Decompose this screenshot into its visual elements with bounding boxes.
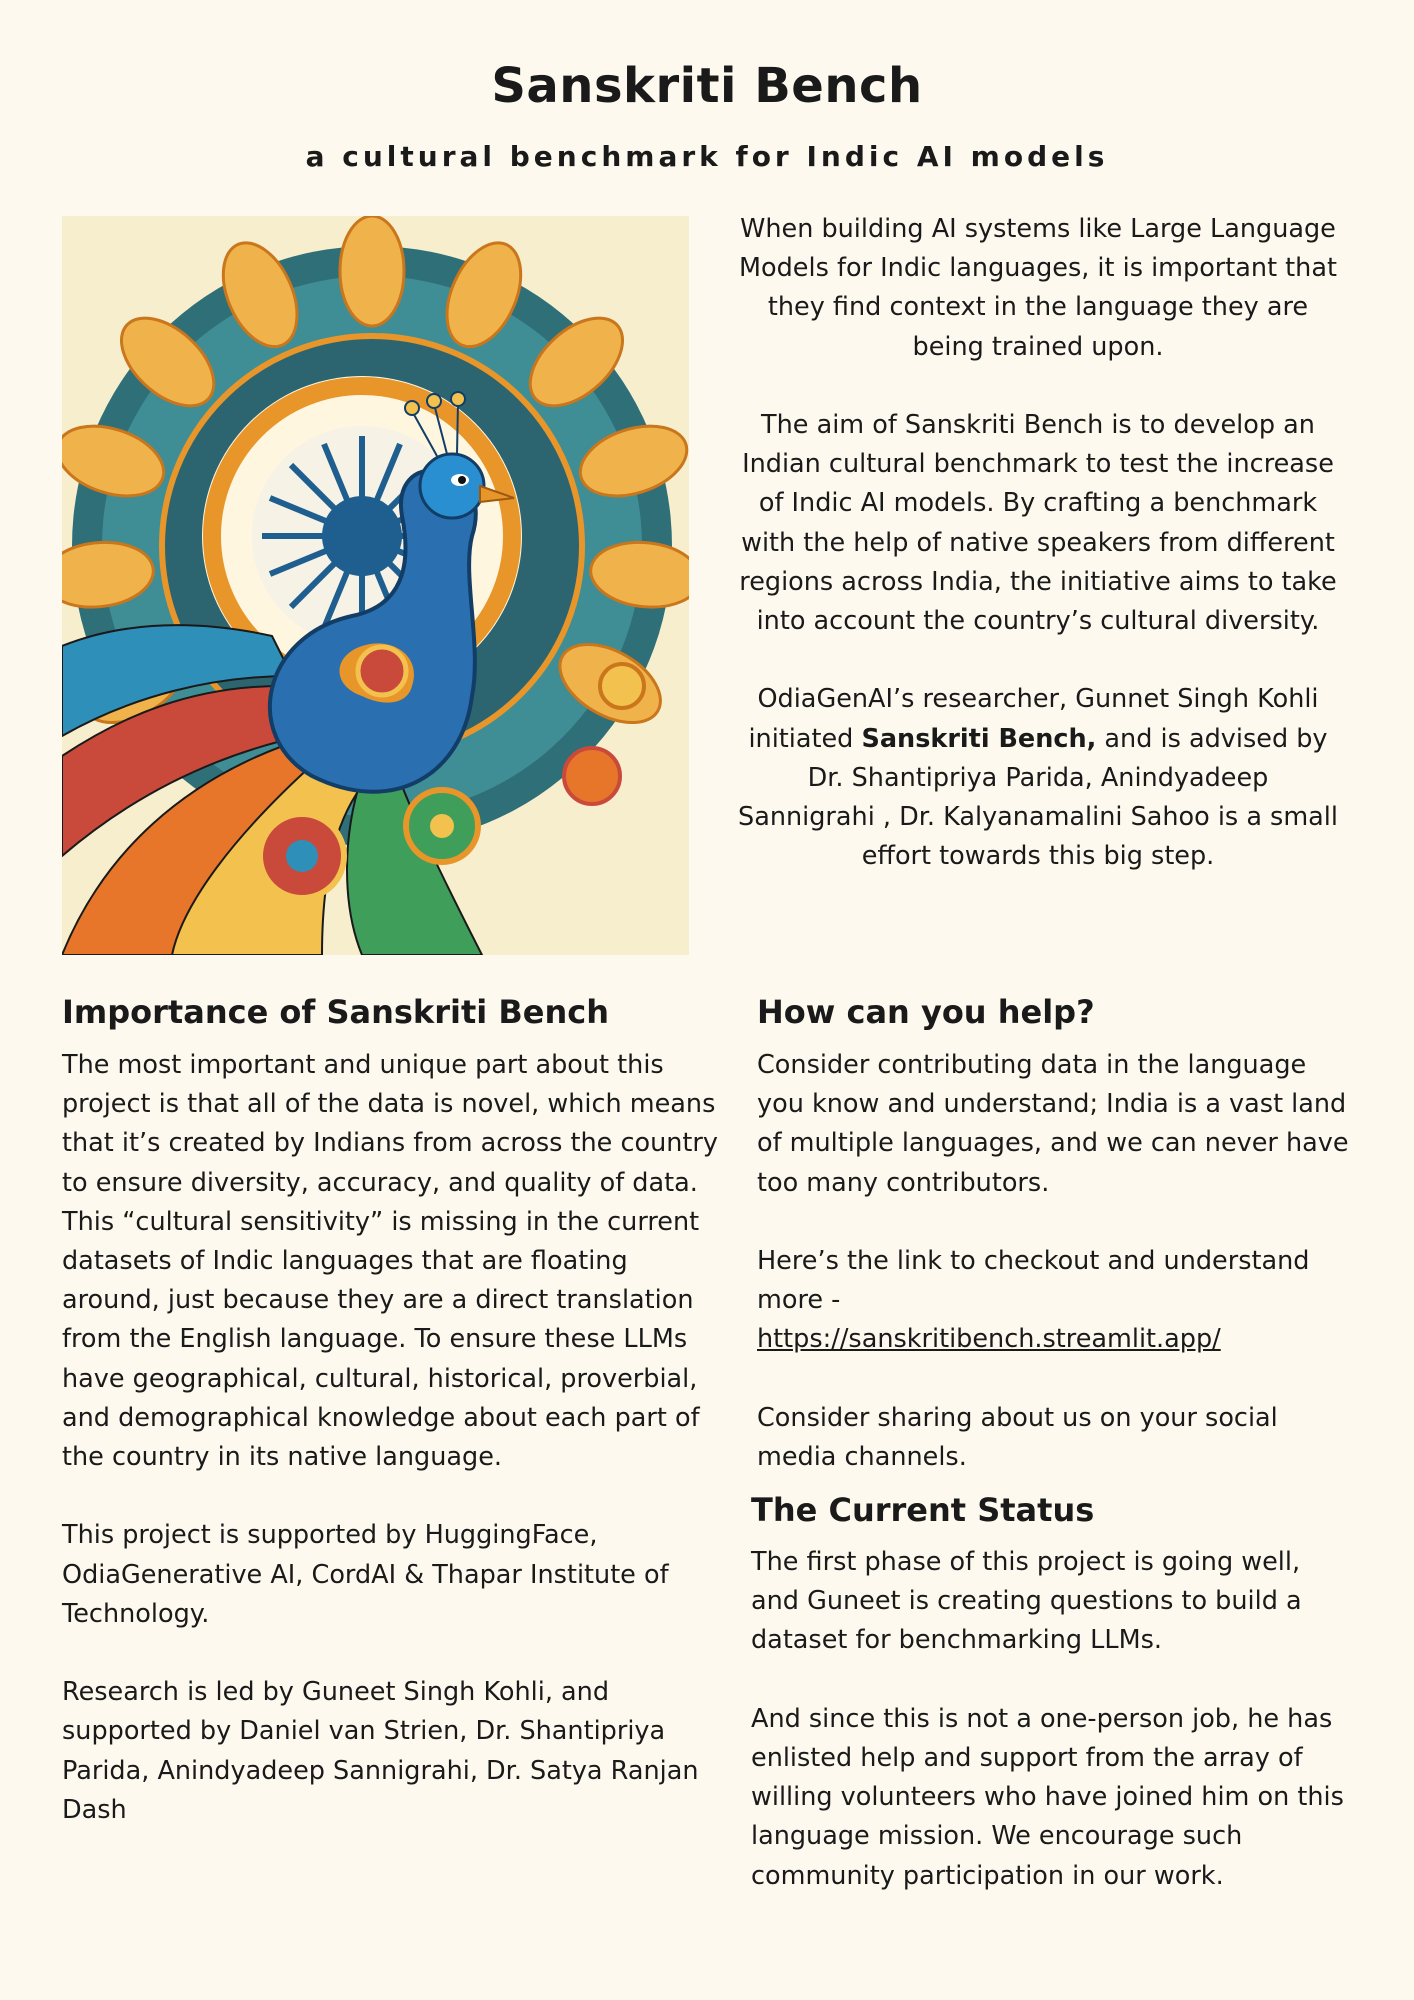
peacock-mandala-illustration <box>62 216 689 955</box>
intro-p3-after: and is advised by Dr. Shantipriya Parida, Anindyadeep Sannigrahi , Dr. Kalyanamalini Sahoo is a small effort towards this big step. <box>738 723 1338 872</box>
status-heading: The Current Status <box>751 1491 1095 1529</box>
intro-p3-before: OdiaGenAI’s researcher, Gunnet Singh Kohli initiated <box>748 684 1319 754</box>
help-paragraph-1: Consider contributing data in the language you know and understand; India is a vast land of multiple languages, and we can never have too many contributors. <box>757 1050 1349 1198</box>
status-paragraph-2: And since this is not a one-person job, he has enlisted help and support from the array of willing volunteers who have joined him on this language mission. We encourage such community participation in our work. <box>751 1703 1344 1891</box>
intro-section <box>736 210 1340 916</box>
status-section <box>751 1543 1351 1935</box>
importance-paragraph-1: The most important and unique part about this project is that all of the data is novel, which means that it’s created by Indians from across the country to ensure diversity, accuracy, and quality of data. This “cultural sensitivity” is missing in the current datasets of Indic languages that are floating around, just because they are a direct translation from the English language. To ensure these LLMs have geographical, cultural, historical, proverbial, and demographical knowledge about each part of the country in its native language. <box>62 1050 718 1473</box>
help-paragraph-3: Consider sharing about us on your social media channels. <box>757 1402 1278 1472</box>
importance-paragraph-3: Research is led by Guneet Singh Kohli, and supported by Daniel van Strien, Dr. Shantipriya Parida, Anindyadeep Sannigrahi, Dr. Satya Ranjan Dash <box>62 1677 699 1825</box>
importance-paragraph-2: This project is supported by HuggingFace, OdiaGenerative AI, CordAI & Thapar Institute of Technology. <box>62 1520 669 1629</box>
intro-paragraph-3 <box>736 680 1340 876</box>
status-paragraph-1: The first phase of this project is going well, and Guneet is creating questions to build a dataset for benchmarking LLMs. <box>751 1547 1302 1656</box>
peacock-icon <box>62 216 689 955</box>
intro-paragraph-1: When building AI systems like Large Language Models for Indic languages, it is important that they find context in the language they are being trained upon. <box>739 214 1337 362</box>
intro-paragraph-2: The aim of Sanskriti Bench is to develop an Indian cultural benchmark to test the increase of Indic AI models. By crafting a benchmark with the help of native speakers from different regions across India, the initiative aims to take into account the country’s cultural diversity. <box>739 410 1337 637</box>
help-section <box>757 1046 1357 1477</box>
intro-p3-bold: Sanskriti Bench, <box>861 723 1097 754</box>
help-paragraph-2 <box>757 1242 1357 1360</box>
help-link-intro: Here’s the link to checkout and understand more - <box>757 1246 1310 1316</box>
help-heading: How can you help? <box>757 993 1095 1031</box>
page-subtitle: a cultural benchmark for Indic AI models <box>305 140 1109 173</box>
sanskritibench-link[interactable]: https://sanskritibench.streamlit.app/ <box>757 1324 1221 1355</box>
page-title: Sanskriti Bench <box>491 58 923 114</box>
importance-section <box>62 1046 722 1869</box>
importance-heading: Importance of Sanskriti Bench <box>62 993 609 1031</box>
